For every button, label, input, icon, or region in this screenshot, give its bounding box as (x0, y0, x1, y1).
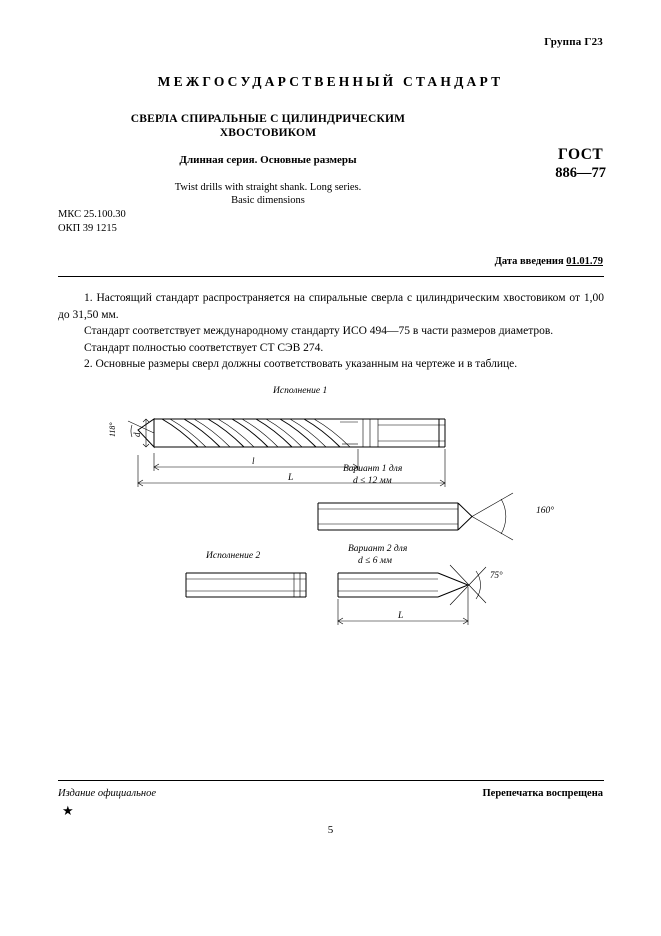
paragraph-1: 1. Настоящий стандарт распространяется на спиральные сверла с цилиндрическим хвостовиком от 1,00 до 31,50 мм. (58, 292, 604, 321)
introduction-date-value: 01.01.79 (566, 256, 603, 267)
star-icon: ★ (62, 803, 74, 818)
title-block (58, 112, 478, 207)
title-line-1: СВЕРЛА СПИРАЛЬНЫЕ С ЦИЛИНДРИЧЕСКИМ (130, 113, 406, 125)
technical-drawing (58, 375, 604, 665)
paragraph-4: 2. Основные размеры сверл должны соответствовать указанным на чертеже и в таблице. (84, 358, 518, 370)
label-angle-160: 160° (536, 506, 555, 516)
label-angle-118: 118° (108, 422, 117, 437)
label-variant-1-line-2: d ≤ 12 мм (353, 476, 392, 486)
paragraph-2: Стандарт соответствует международному стандарту ИСО 494—75 в части размеров диаметров. (84, 325, 554, 337)
label-variant-2-line-2: d ≤ 6 мм (358, 556, 392, 566)
title-english-line-2: Basic dimensions (231, 195, 305, 206)
mks-code: МКС 25.100.30 (58, 209, 126, 220)
title-english-line-1: Twist drills with straight shank. Long series. (174, 182, 362, 193)
standard-type-heading: МЕЖГОСУДАРСТВЕННЫЙ СТАНДАРТ (157, 74, 504, 89)
gost-number: 886—77 (555, 165, 606, 181)
divider-top (58, 276, 604, 277)
label-dim-l-small: l (252, 456, 255, 466)
body-text (58, 290, 604, 373)
gost-word: ГОСТ (557, 146, 604, 163)
group-code: Группа Г23 (544, 36, 603, 48)
introduction-date (495, 256, 603, 267)
title-subtitle: Длинная серия. Основные размеры (179, 154, 357, 166)
label-ispolnenie-1: Исполнение 1 (273, 386, 328, 396)
label-angle-75: 75° (490, 570, 503, 580)
label-dim-L-lower: L (398, 611, 404, 621)
label-variant-2-line-1: Вариант 2 для (348, 544, 408, 554)
label-variant-1-line-1: Вариант 1 для (343, 464, 403, 474)
paragraph-3: Стандарт полностью соответствует СТ СЭВ 274. (84, 341, 324, 354)
gost-designation (555, 146, 606, 182)
drill-diagram-svg (58, 375, 604, 665)
label-dim-d: d (132, 432, 142, 437)
title-line-2: ХВОСТОВИКОМ (219, 127, 317, 139)
label-ispolnenie-2: Исполнение 2 (206, 551, 261, 561)
page-number: 5 (327, 824, 334, 836)
footer-edition: Издание официальное (58, 788, 157, 799)
label-dim-L-upper: L (288, 473, 294, 483)
footer-reprint-notice: Перепечатка воспрещена (482, 788, 603, 799)
introduction-date-label: Дата введения (494, 256, 564, 267)
classification-codes (58, 208, 126, 235)
okp-code: ОКП 39 1215 (58, 222, 117, 234)
divider-bottom (58, 780, 604, 781)
